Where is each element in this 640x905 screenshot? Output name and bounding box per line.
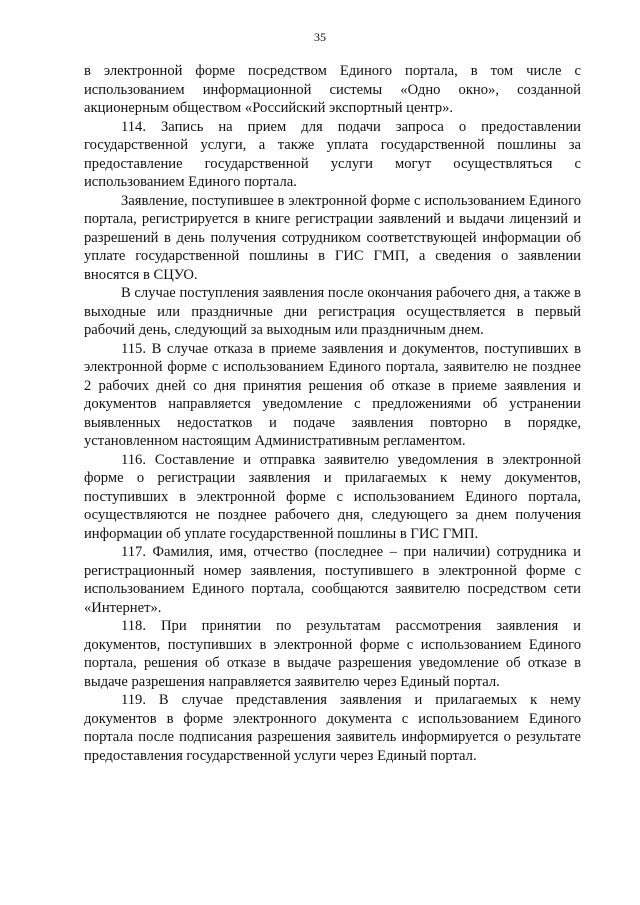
- paragraph-119: 119. В случае представления заявления и прилагаемых к нему документов в форме электронного документа с использованием Единого портала после подписания разрешения заявитель информируется о результате предоставления государственной услуги через Единый портал.: [84, 692, 581, 764]
- paragraph-118: 118. При принятии по результатам рассмотрения заявления и документов, поступивших в электронной форме с использованием Единого портала, решения об отказе в выдаче разрешения уведомление об отказе в выдаче разрешения направляется заявителю через Единый портал.: [84, 618, 581, 690]
- paragraph-117: 117. Фамилия, имя, отчество (последнее – при наличии) сотрудника и регистрационный номер заявления, поступившего в электронной форме с использованием Единого портала, сообщаются заявителю посредством сети «Интернет».: [84, 544, 581, 616]
- paragraph-registration: Заявление, поступившее в электронной форме с использованием Единого портала, регистрируется в книге регистрации заявлений и выдачи лицензий и разрешений в день получения сотрудником соответствующей информации об уплате государственной пошлины в ГИС ГМП, а сведения о заявлении вносятся в СЦУО.: [84, 192, 581, 283]
- paragraph-after-hours: В случае поступления заявления после окончания рабочего дня, а также в выходные или праздничные дни регистрация осуществляется в первый рабочий день, следующий за выходным или праздничным днем.: [84, 285, 581, 338]
- paragraph-115: 115. В случае отказа в приеме заявления и документов, поступивших в электронной форме с использованием Единого портала, заявителю не позднее 2 рабочих дней со дня принятия решения об отказе в приеме заявления и документов направляется уведомление с предложениями об устранении выявленных недостатков и подаче заявления повторно в порядке, установленном настоящим Административным регламентом.: [84, 340, 581, 449]
- document-body: [84, 62, 581, 765]
- paragraph-114: 114. Запись на прием для подачи запроса о предоставлении государственной услуги, а также уплата государственной пошлины за предоставление государственной услуги могут осуществляться с использованием Единого портала.: [84, 118, 581, 190]
- page-number: 35: [314, 30, 326, 44]
- paragraph-116: 116. Составление и отправка заявителю уведомления в электронной форме о регистрации заявления и прилагаемых к нему документов, поступивших в электронной форме с использованием Единого портала, осуществляются не позднее рабочего дня, следующего за днем получения информации об уплате государственной пошлины в ГИС ГМП.: [84, 451, 581, 542]
- paragraph-continuation: в электронной форме посредством Единого портала, в том числе с использованием информационной системы «Одно окно», созданной акционерным обществом «Российский экспортный центр».: [84, 63, 581, 116]
